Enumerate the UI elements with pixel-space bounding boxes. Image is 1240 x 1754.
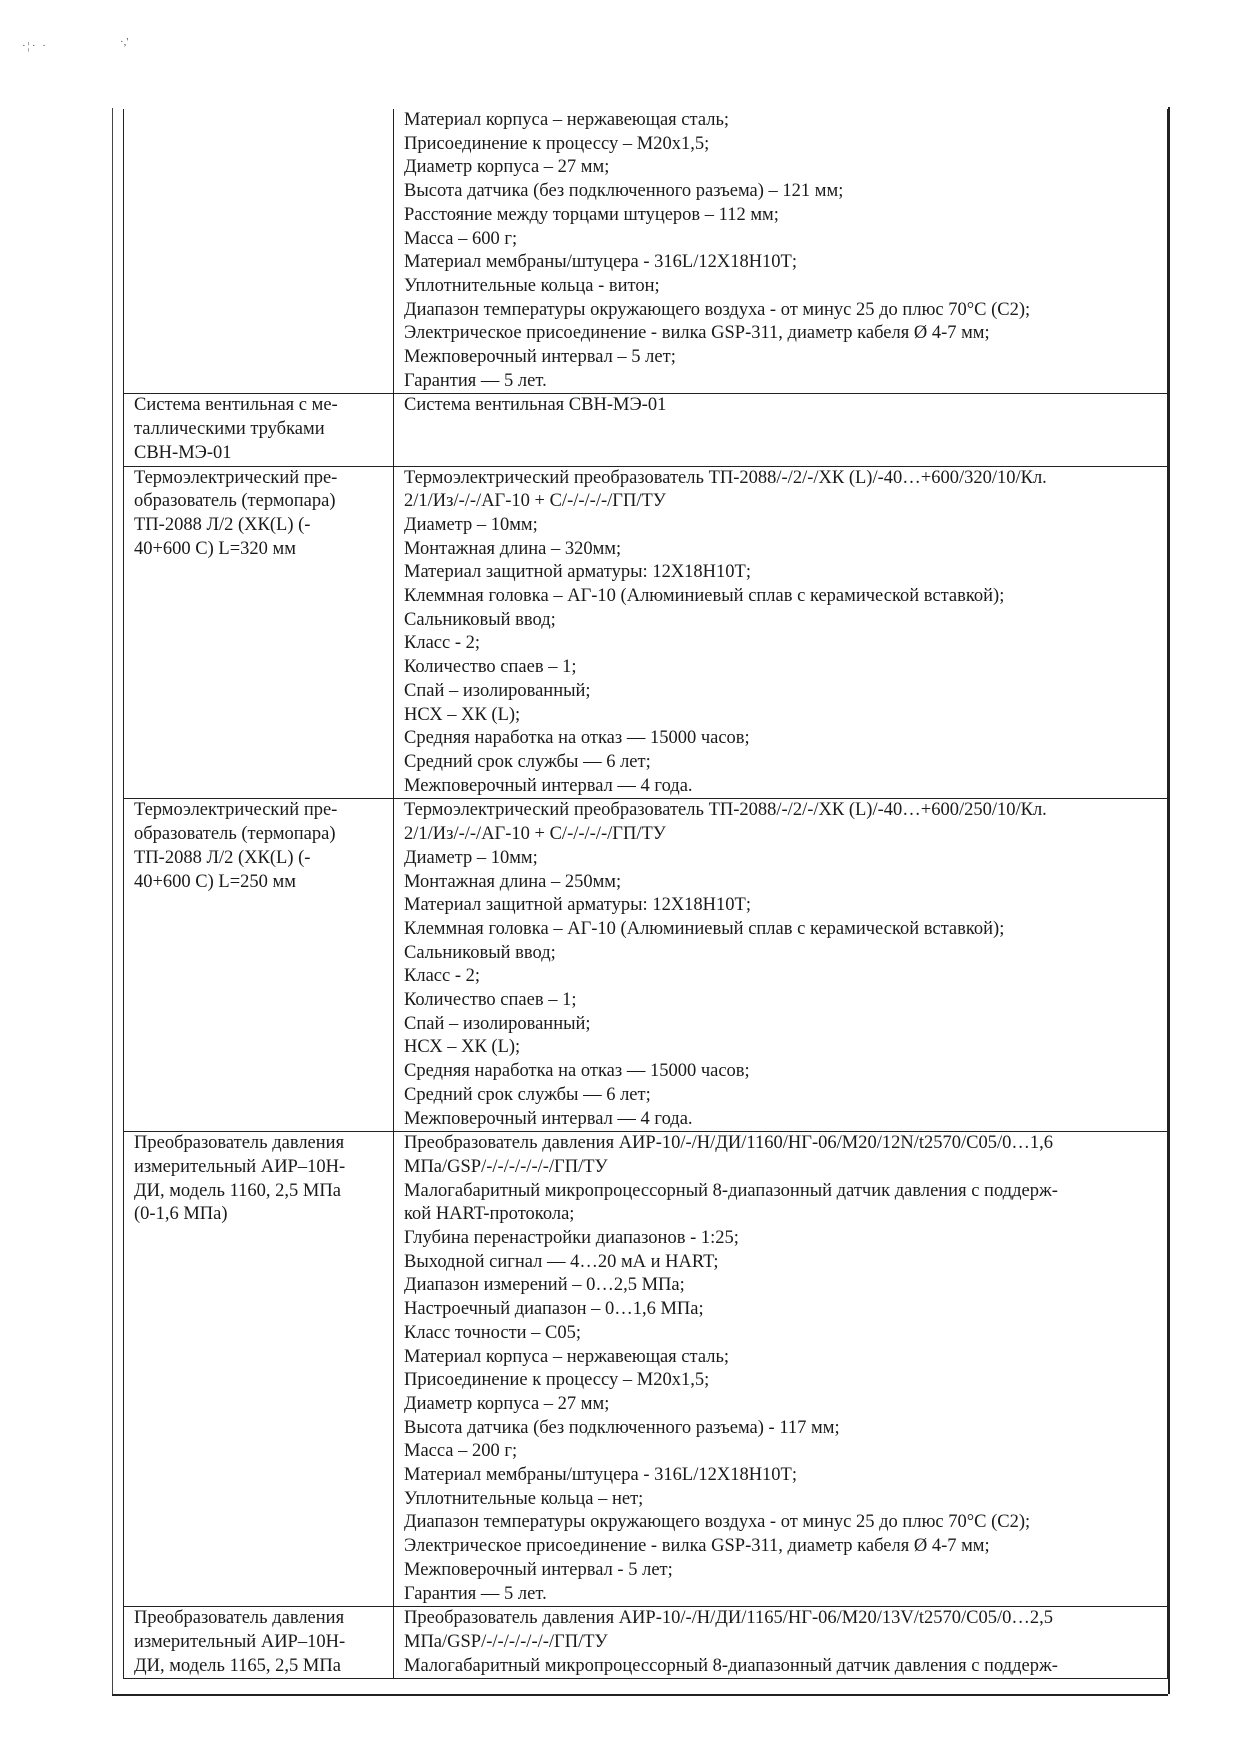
item-name-line: Система вентильная с ме- (134, 395, 338, 416)
item-description-cell (394, 109, 1168, 394)
item-name-cell (124, 394, 394, 466)
description-line: Средний срок службы — 6 лет; (404, 1084, 651, 1105)
description-line: МПа/GSP/-/-/-/-/-/-/ГП/ТУ (404, 1156, 608, 1177)
item-description-cell (394, 466, 1168, 799)
page-border-right (1168, 107, 1170, 1694)
description-line: Высота датчика (без подключенного разъема) - 117 мм; (404, 1417, 840, 1438)
item-name-line: Термоэлектрический пре- (134, 800, 338, 821)
item-name-line: Преобразователь давления (134, 1608, 345, 1629)
item-name-cell (124, 466, 394, 799)
description-line: Класс - 2; (404, 633, 481, 654)
item-name-cell (124, 799, 394, 1132)
description-line: Монтажная длина – 320мм; (404, 538, 622, 559)
description-line: Уплотнительные кольца – нет; (404, 1488, 644, 1509)
description-line: Материал мембраны/штуцера - 316L/12Х18Н10Т; (404, 252, 797, 273)
table-row (124, 1132, 1168, 1607)
item-description-cell (394, 1132, 1168, 1607)
description-line: Межповерочный интервал - 5 лет; (404, 1559, 673, 1580)
item-description-cell (394, 1607, 1168, 1679)
description-line: Класс - 2; (404, 966, 481, 987)
description-line: НСХ – ХК (L); (404, 1037, 521, 1058)
description-line: Малогабаритный микропроцессорный 8-диапазонный датчик давления с поддерж- (404, 1180, 1058, 1201)
item-name-cell (124, 1132, 394, 1607)
item-name-line: измерительный АИР–10Н- (134, 1156, 346, 1177)
description-line: Настроечный диапазон – 0…1,6 МПа; (404, 1299, 704, 1320)
item-name-line: измерительный АИР–10Н- (134, 1632, 346, 1652)
item-name-line: таллическими трубками (134, 419, 325, 440)
description-line: Межповерочный интервал — 4 года. (404, 775, 693, 796)
description-line: Диапазон измерений – 0…2,5 МПа; (404, 1275, 685, 1296)
description-line: Диаметр корпуса – 27 мм; (404, 1393, 610, 1414)
item-name-line: образователь (термопара) (134, 824, 336, 845)
item-description-cell (394, 394, 1168, 466)
description-line: кой HART-протокола; (404, 1204, 575, 1225)
item-name-line: Термоэлектрический пре- (134, 467, 338, 488)
description-line: Выходной сигнал — 4…20 мА и HART; (404, 1251, 719, 1272)
description-line: Спай – изолированный; (404, 680, 591, 701)
scan-artifact-marks: ·,' (120, 36, 129, 48)
description-line: НСХ – ХК (L); (404, 704, 521, 725)
description-line: Масса – 200 г; (404, 1441, 518, 1462)
description-line: Глубина перенастройки диапазонов - 1:25; (404, 1228, 739, 1249)
table-row (124, 1607, 1168, 1679)
description-line: Количество спаев – 1; (404, 657, 577, 678)
item-name-line: 40+600 С) L=250 мм (134, 871, 296, 892)
description-line: Высота датчика (без подключенного разъема) – 121 мм; (404, 181, 844, 202)
description-line: Электрическое присоединение - вилка GSP-311, диаметр кабеля Ø 4-7 мм; (404, 323, 990, 344)
description-line: Присоединение к процессу – М20х1,5; (404, 133, 710, 154)
description-line: Средняя наработка на отказ — 15000 часов; (404, 1061, 750, 1082)
description-line: Межповерочный интервал — 4 года. (404, 1108, 693, 1129)
description-line: Материал защитной арматуры: 12Х18Н10Т; (404, 895, 751, 916)
description-line: Материал мембраны/штуцера - 316L/12Х18Н10Т; (404, 1465, 797, 1486)
specification-table (123, 109, 1168, 1679)
description-line: Диапазон температуры окружающего воздуха - от минус 25 до плюс 70°С (С2); (404, 1512, 1031, 1533)
description-line: Преобразователь давления АИР-10/-/Н/ДИ/1160/НГ-06/М20/12N/t2570/С05/0…1,6 (404, 1133, 1053, 1154)
table-row (124, 466, 1168, 799)
item-name-line: образователь (термопара) (134, 491, 336, 512)
description-line: Система вентильная СВН-МЭ-01 (404, 395, 667, 416)
description-line: Диаметр – 10мм; (404, 514, 538, 535)
description-line: Спай – изолированный; (404, 1013, 591, 1034)
description-line: Межповерочный интервал – 5 лет; (404, 347, 676, 368)
item-name-line: ТП-2088 Л/2 (ХК(L) (- (134, 847, 311, 868)
description-line: Диапазон температуры окружающего воздуха - от минус 25 до плюс 70°С (С2); (404, 299, 1031, 320)
description-line: Присоединение к процессу – М20х1,5; (404, 1370, 710, 1391)
item-description-cell (394, 799, 1168, 1132)
description-line: Клеммная головка – АГ-10 (Алюминиевый сплав с керамической вставкой); (404, 586, 1005, 607)
item-name-line: (0-1,6 МПа) (134, 1204, 228, 1225)
description-line: Класс точности – С05; (404, 1322, 582, 1343)
description-line: Материал корпуса – нержавеющая сталь; (404, 1346, 730, 1367)
item-name-cell (124, 109, 394, 394)
table-row (124, 394, 1168, 466)
description-line: Диаметр корпуса – 27 мм; (404, 157, 610, 178)
description-line: Уплотнительные кольца - витон; (404, 275, 660, 296)
description-line: Расстояние между торцами штуцеров – 112 мм; (404, 204, 779, 225)
description-line: Гарантия — 5 лет. (404, 1583, 547, 1604)
description-line: Электрическое присоединение - вилка GSP-311, диаметр кабеля Ø 4-7 мм; (404, 1536, 990, 1557)
table-row (124, 799, 1168, 1132)
item-name-line: 40+600 С) L=320 мм (134, 538, 296, 559)
description-line: Гарантия — 5 лет. (404, 370, 547, 391)
description-line: Сальниковый ввод; (404, 609, 556, 630)
description-line: Клеммная головка – АГ-10 (Алюминиевый сплав с керамической вставкой); (404, 918, 1005, 939)
item-name-cell (124, 1607, 394, 1679)
description-line: 2/1/Из/-/-/АГ-10 + С/-/-/-/-/ГП/ТУ (404, 491, 666, 512)
page-border-left (112, 108, 113, 1694)
description-line: Масса – 600 г; (404, 228, 518, 249)
description-line: Средняя наработка на отказ — 15000 часов; (404, 728, 750, 749)
description-line: Сальниковый ввод; (404, 942, 556, 963)
item-name-line: ДИ, модель 1160, 2,5 МПа (134, 1180, 341, 1201)
description-line: Термоэлектрический преобразователь ТП-2088/-/2/-/ХК (L)/-40…+600/250/10/Кл. (404, 800, 1047, 821)
description-line: Малогабаритный микропроцессорный 8-диапазонный датчик давления с поддерж- (404, 1655, 1058, 1676)
page-bottom-rule (112, 1694, 1168, 1696)
description-line: Количество спаев – 1; (404, 990, 577, 1011)
table-row (124, 109, 1168, 394)
scan-artifact-marks: ·¦· · (22, 40, 48, 52)
description-line: Материал защитной арматуры: 12Х18Н10Т; (404, 562, 751, 583)
item-name-line: СВН-МЭ-01 (134, 442, 232, 463)
description-line: Монтажная длина – 250мм; (404, 871, 622, 892)
description-line: Диаметр – 10мм; (404, 847, 538, 868)
description-line: Термоэлектрический преобразователь ТП-2088/-/2/-/ХК (L)/-40…+600/320/10/Кл. (404, 467, 1047, 488)
description-line: Средний срок службы — 6 лет; (404, 751, 651, 772)
item-name-line: ДИ, модель 1165, 2,5 МПа (134, 1655, 341, 1676)
description-line: Преобразователь давления АИР-10/-/Н/ДИ/1165/НГ-06/М20/13V/t2570/С05/0…2,5 (404, 1608, 1053, 1629)
description-line: МПа/GSP/-/-/-/-/-/-/ГП/ТУ (404, 1632, 608, 1652)
description-line: 2/1/Из/-/-/АГ-10 + С/-/-/-/-/ГП/ТУ (404, 824, 666, 845)
specification-table-body (124, 109, 1168, 1679)
item-name-line: Преобразователь давления (134, 1133, 345, 1154)
description-line: Материал корпуса – нержавеющая сталь; (404, 110, 730, 130)
item-name-line: ТП-2088 Л/2 (ХК(L) (- (134, 514, 311, 535)
